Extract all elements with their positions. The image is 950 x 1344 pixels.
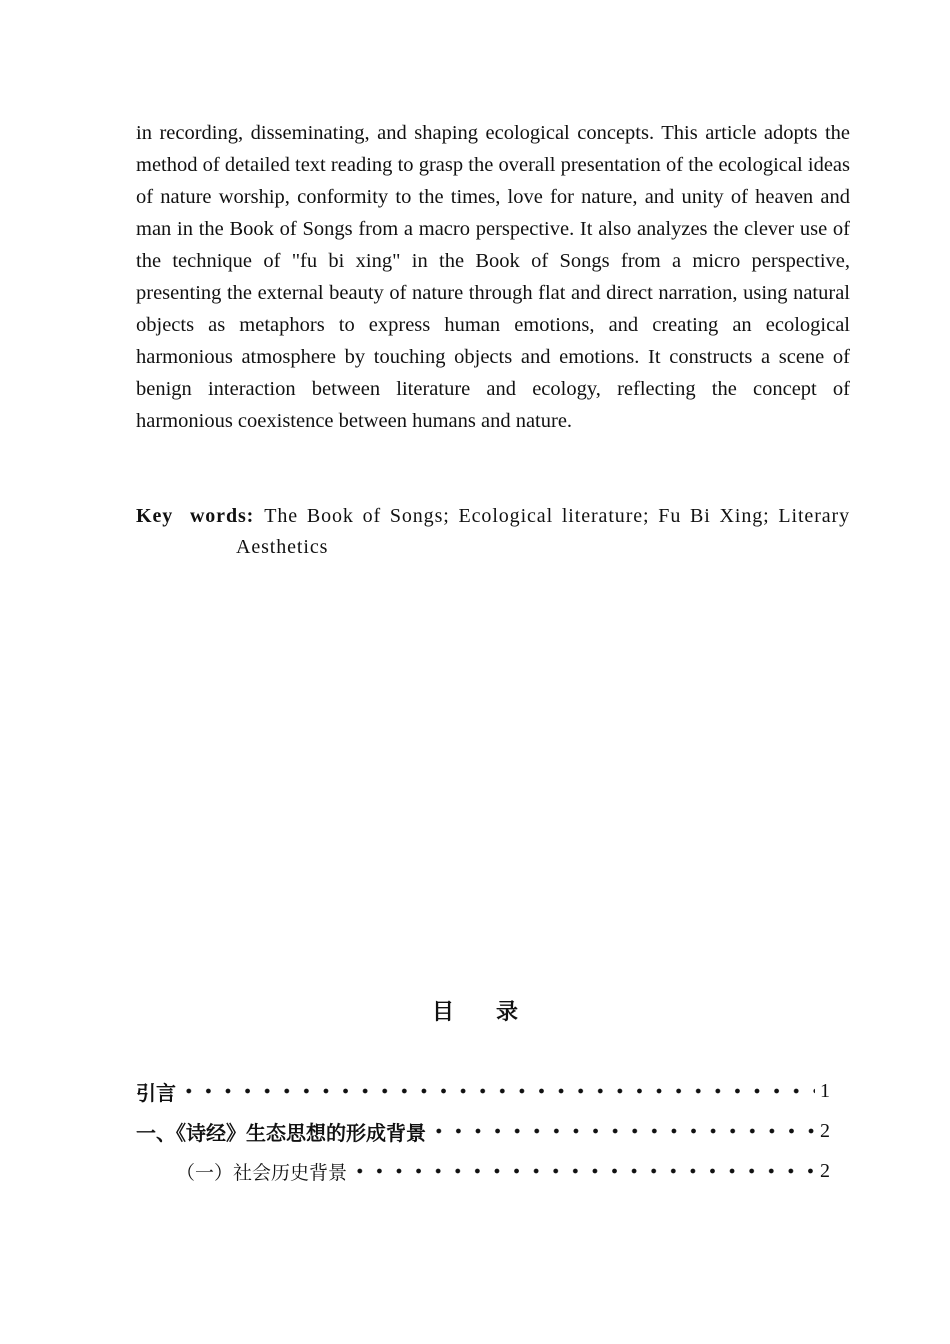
- toc-title: 目录: [431, 1000, 560, 1025]
- toc-entry-introduction[interactable]: [136, 1076, 830, 1106]
- toc-entry-text: 引言: [136, 1080, 176, 1105]
- toc-page-number: 2: [820, 1159, 830, 1182]
- keywords-value: The Book of Songs; Ecological literature; Fu Bi Xing; Literary Aesthetics: [236, 505, 850, 558]
- toc-leader-dots: [429, 1116, 815, 1146]
- toc-leader-dots: [350, 1156, 815, 1186]
- toc-entry-section-1-1[interactable]: [176, 1156, 830, 1186]
- toc-entry-text: 一、《诗经》生态思想的形成背景: [136, 1120, 426, 1145]
- toc-page-number: 1: [820, 1079, 830, 1102]
- keywords-line: [136, 501, 850, 563]
- toc-entry-text: （一）社会历史背景: [176, 1161, 348, 1184]
- toc-page-number: 2: [820, 1119, 830, 1142]
- abstract-paragraph: in recording, disseminating, and shaping ecological concepts. This article adopts the method of detailed text reading to grasp the overall presentation of the ecological ideas of nature worship, conformity to the times, love for nature, and unity of heaven and man in the Book of Songs from a macro perspective. It also analyzes the clever use of the technique of "fu bi xing" in the Book of Songs from a micro perspective, presenting the external beauty of nature through flat and direct narration, using natural objects as metaphors to express human emotions, and creating an ecological harmonious atmosphere by touching objects and emotions. It constructs a scene of benign interaction between literature and ecology, reflecting the concept of harmonious coexistence between humans and nature.: [136, 122, 850, 432]
- keywords-label: Key words:: [136, 505, 255, 527]
- toc-entry-chapter-1[interactable]: [136, 1116, 830, 1146]
- toc-leader-dots: [179, 1076, 815, 1106]
